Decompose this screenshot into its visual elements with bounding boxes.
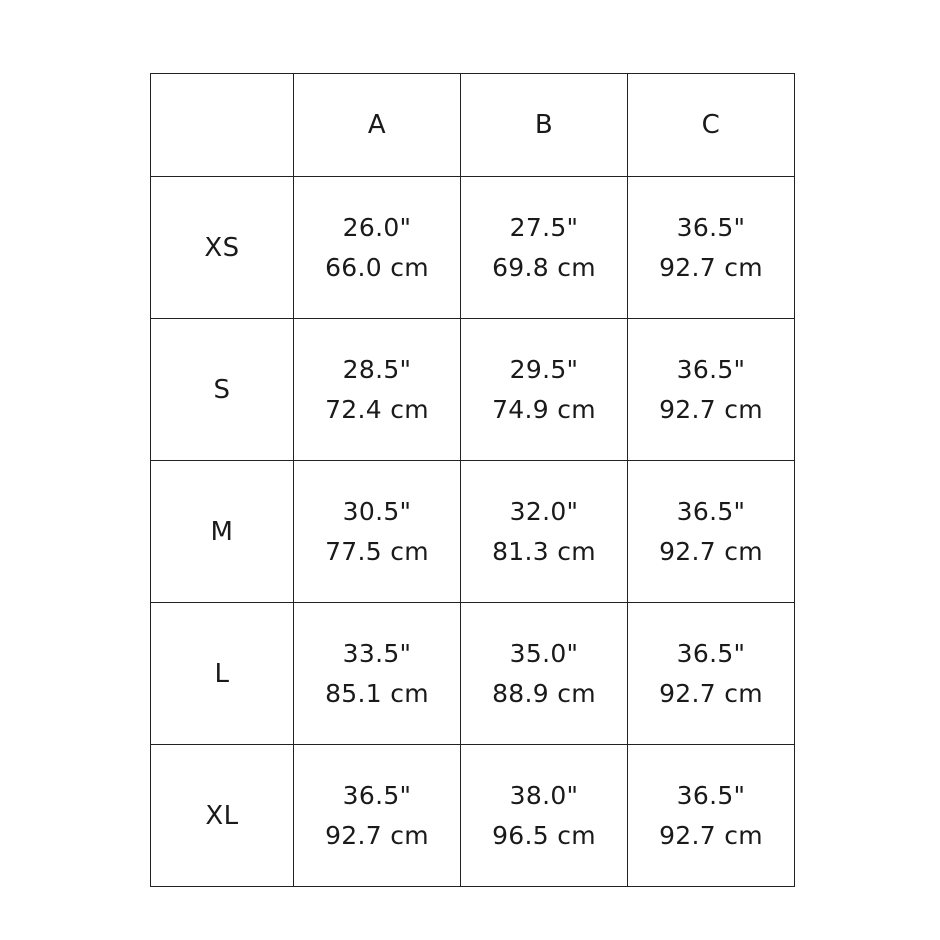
cm-value: 92.7 cm — [659, 394, 763, 424]
measurement-cell-c — [628, 461, 795, 603]
inches-value: 36.5" — [676, 354, 746, 384]
cm-value: 96.5 cm — [492, 820, 596, 850]
size-label: M — [151, 461, 294, 603]
column-header-a: A — [294, 74, 461, 177]
size-chart-table — [150, 73, 795, 887]
inches-value: 32.0" — [509, 496, 579, 526]
measurement-cell-a — [294, 461, 461, 603]
cm-value: 81.3 cm — [492, 536, 596, 566]
measurement-cell-a — [294, 745, 461, 887]
inches-value: 36.5" — [676, 496, 746, 526]
cm-value: 66.0 cm — [325, 252, 429, 282]
corner-cell — [151, 74, 294, 177]
measurement-cell-c — [628, 177, 795, 319]
measurement-cell-b — [461, 461, 628, 603]
cm-value: 92.7 cm — [659, 252, 763, 282]
measurement-cell-c — [628, 603, 795, 745]
measurement-cell-c — [628, 745, 795, 887]
column-header-b: B — [461, 74, 628, 177]
size-label: XL — [151, 745, 294, 887]
cm-value: 92.7 cm — [659, 820, 763, 850]
table-row-l — [151, 603, 795, 745]
measurement-cell-b — [461, 603, 628, 745]
cm-value: 92.7 cm — [659, 536, 763, 566]
cm-value: 92.7 cm — [659, 678, 763, 708]
table-row-xl — [151, 745, 795, 887]
inches-value: 27.5" — [509, 212, 579, 242]
inches-value: 36.5" — [676, 780, 746, 810]
inches-value: 29.5" — [509, 354, 579, 384]
measurement-cell-b — [461, 319, 628, 461]
inches-value: 38.0" — [509, 780, 579, 810]
column-header-c: C — [628, 74, 795, 177]
cm-value: 85.1 cm — [325, 678, 429, 708]
header-row — [151, 74, 795, 177]
measurement-cell-b — [461, 177, 628, 319]
inches-value: 30.5" — [342, 496, 412, 526]
cm-value: 72.4 cm — [325, 394, 429, 424]
measurement-cell-c — [628, 319, 795, 461]
inches-value: 33.5" — [342, 638, 412, 668]
inches-value: 35.0" — [509, 638, 579, 668]
measurement-cell-b — [461, 745, 628, 887]
inches-value: 36.5" — [676, 212, 746, 242]
size-label: XS — [151, 177, 294, 319]
measurement-cell-a — [294, 177, 461, 319]
cm-value: 69.8 cm — [492, 252, 596, 282]
cm-value: 77.5 cm — [325, 536, 429, 566]
table-row-xs — [151, 177, 795, 319]
cm-value: 88.9 cm — [492, 678, 596, 708]
inches-value: 36.5" — [342, 780, 412, 810]
size-label: S — [151, 319, 294, 461]
measurement-cell-a — [294, 603, 461, 745]
measurement-cell-a — [294, 319, 461, 461]
table-row-m — [151, 461, 795, 603]
cm-value: 74.9 cm — [492, 394, 596, 424]
inches-value: 36.5" — [676, 638, 746, 668]
size-label: L — [151, 603, 294, 745]
cm-value: 92.7 cm — [325, 820, 429, 850]
inches-value: 28.5" — [342, 354, 412, 384]
inches-value: 26.0" — [342, 212, 412, 242]
table-row-s — [151, 319, 795, 461]
